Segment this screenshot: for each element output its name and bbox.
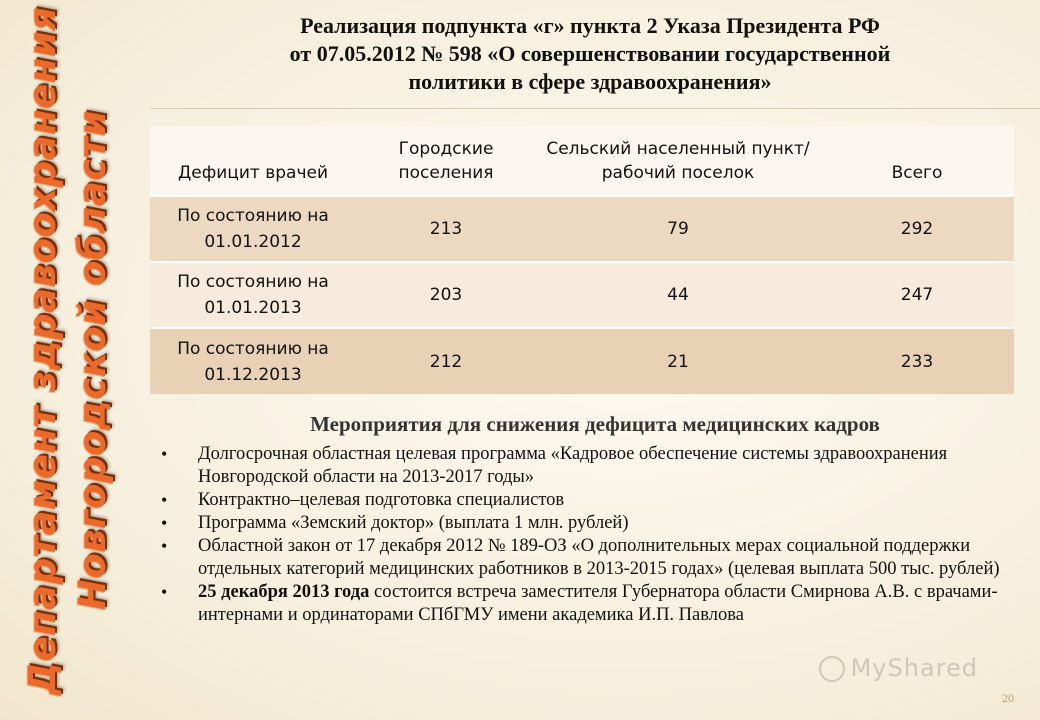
total-value: 233 bbox=[820, 328, 1014, 394]
department-name-line1: Департамент здравоохранения bbox=[21, 6, 64, 695]
table-header-cell: Сельский населенный пункт/ рабочий поселок bbox=[536, 126, 820, 196]
watermark bbox=[819, 654, 978, 682]
rural-value: 21 bbox=[536, 328, 820, 394]
urban-value: 203 bbox=[356, 262, 536, 328]
list-item: • Долгосрочная областная целевая программа «Кадровое обеспечение системы здравоохранения Новгородской области на 2013-2017 годы» bbox=[158, 443, 1008, 489]
page-title-line3: политики в сфере здравоохранения» bbox=[408, 69, 772, 94]
list-item: • Программа «Земский доктор» (выплата 1 млн. рублей) bbox=[158, 512, 1008, 535]
meeting-date: 25 декабря 2013 года bbox=[198, 582, 370, 602]
department-name-line2: Новгородской области bbox=[71, 109, 114, 611]
table-header-row bbox=[150, 126, 1014, 196]
urban-value: 213 bbox=[356, 196, 536, 262]
measures-list bbox=[158, 443, 1008, 627]
row-label: По состоянию на 01.12.2013 bbox=[150, 328, 356, 394]
meeting-description: состоится встреча заместителя Губернатора области Смирнова А.В. с врачами-интернами и ординаторами СПбГМУ имени академика И.П. Павлова bbox=[198, 582, 998, 625]
watermark-text: MyShared bbox=[850, 654, 978, 682]
department-name bbox=[18, 6, 118, 695]
page-title-line1: Реализация подпункта «г» пункта 2 Указа Президента РФ bbox=[300, 13, 880, 38]
total-value: 247 bbox=[820, 262, 1014, 328]
measures-heading: Мероприятия для снижения дефицита медицинских кадров bbox=[310, 412, 880, 436]
list-item bbox=[158, 581, 1008, 627]
rural-value: 44 bbox=[536, 262, 820, 328]
urban-value: 212 bbox=[356, 328, 536, 394]
table-header-cell: Всего bbox=[820, 126, 1014, 196]
doctor-deficit-table bbox=[150, 126, 1014, 394]
table-row bbox=[150, 328, 1014, 394]
watermark-logo-icon bbox=[819, 656, 845, 682]
table-row bbox=[150, 196, 1014, 262]
page-title-line2: от 07.05.2012 № 598 «О совершенствовании государственной bbox=[289, 41, 891, 66]
row-label: По состоянию на 01.01.2013 bbox=[150, 262, 356, 328]
table-header-cell: Городские поселения bbox=[356, 126, 536, 196]
row-label: По состоянию на 01.01.2012 bbox=[150, 196, 356, 262]
page-title bbox=[150, 12, 1030, 96]
sidebar-vertical-title bbox=[2, 6, 134, 695]
header-divider bbox=[150, 108, 1040, 109]
list-item: • Областной закон от 17 декабря 2012 № 189-ОЗ «О дополнительных мерах социальной поддержки отдельных категорий медицинских работников в 2013-2015 годах» (целевая выплата 500 тыс. рублей) bbox=[158, 535, 1008, 581]
page-number: 20 bbox=[1002, 691, 1014, 705]
total-value: 292 bbox=[820, 196, 1014, 262]
list-item: • Контрактно–целевая подготовка специалистов bbox=[158, 489, 1008, 512]
table-row bbox=[150, 262, 1014, 328]
table-header-cell: Дефицит врачей bbox=[150, 126, 356, 196]
rural-value: 79 bbox=[536, 196, 820, 262]
